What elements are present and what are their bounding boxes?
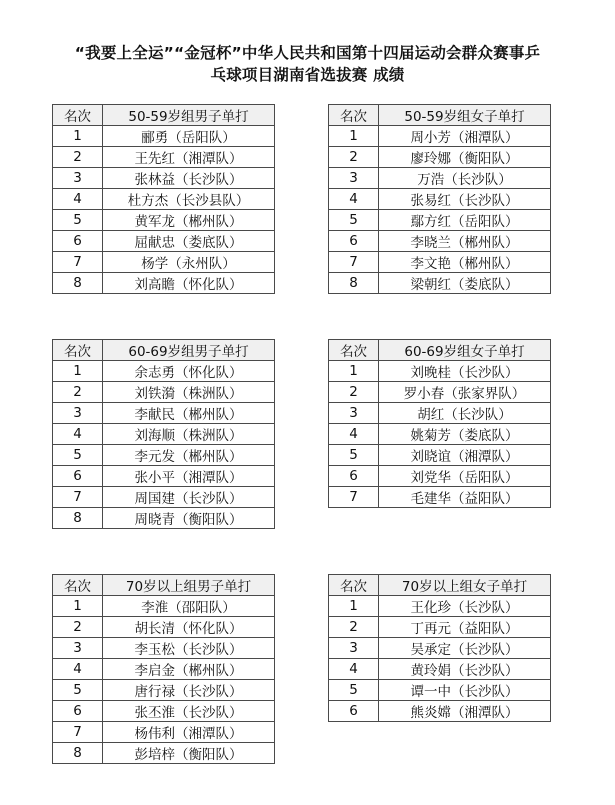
rank-column-header: 名次 <box>53 105 103 126</box>
rank-column-header: 名次 <box>329 575 379 596</box>
rank-cell: 1 <box>53 596 103 617</box>
rank-cell: 7 <box>53 722 103 743</box>
rank-cell: 6 <box>53 231 103 252</box>
table-row <box>53 210 275 231</box>
table-row <box>329 445 551 466</box>
table-row <box>329 596 551 617</box>
player-cell: 王化珍（长沙队） <box>379 596 551 617</box>
event-column-header: 60-69岁组男子单打 <box>103 340 275 361</box>
table-row <box>53 424 275 445</box>
player-cell: 唐行禄（长沙队） <box>103 680 275 701</box>
rank-column-header: 名次 <box>329 340 379 361</box>
table-row <box>53 126 275 147</box>
rank-cell: 2 <box>329 382 379 403</box>
table-row <box>53 231 275 252</box>
table-row <box>329 680 551 701</box>
rank-column-header: 名次 <box>53 340 103 361</box>
rank-cell: 7 <box>329 487 379 508</box>
rank-cell: 4 <box>53 424 103 445</box>
table-row <box>329 361 551 382</box>
table-row <box>53 701 275 722</box>
table-header-row <box>329 575 551 596</box>
player-cell: 彭培梓（衡阳队） <box>103 743 275 764</box>
table-row <box>329 638 551 659</box>
table-row <box>329 701 551 722</box>
table-header-row <box>329 105 551 126</box>
results-table-women-70-plus <box>328 574 551 722</box>
results-table-women-50-59 <box>328 104 551 294</box>
table-row <box>53 445 275 466</box>
player-cell: 李文艳（郴州队） <box>379 252 551 273</box>
rank-cell: 6 <box>329 231 379 252</box>
rank-cell: 1 <box>53 361 103 382</box>
rank-cell: 8 <box>329 273 379 294</box>
table-header-row <box>53 340 275 361</box>
rank-cell: 2 <box>329 147 379 168</box>
rank-cell: 1 <box>53 126 103 147</box>
table-row <box>329 424 551 445</box>
rank-cell: 4 <box>329 424 379 445</box>
player-cell: 刘海顺（株洲队） <box>103 424 275 445</box>
table-row <box>329 189 551 210</box>
player-cell: 黄军龙（郴州队） <box>103 210 275 231</box>
player-cell: 丁再元（益阳队） <box>379 617 551 638</box>
player-cell: 姚菊芳（娄底队） <box>379 424 551 445</box>
table-row <box>53 361 275 382</box>
table-row <box>53 680 275 701</box>
table-row <box>329 168 551 189</box>
player-cell: 余志勇（怀化队） <box>103 361 275 382</box>
table-row <box>53 147 275 168</box>
document-title-line-2: 乓球项目湖南省选拔赛 成绩 <box>210 66 405 84</box>
rank-cell: 4 <box>329 659 379 680</box>
player-cell: 李玉松（长沙队） <box>103 638 275 659</box>
rank-cell: 5 <box>329 210 379 231</box>
event-column-header: 60-69岁组女子单打 <box>379 340 551 361</box>
rank-cell: 4 <box>329 189 379 210</box>
rank-cell: 5 <box>53 445 103 466</box>
player-cell: 胡红（长沙队） <box>379 403 551 424</box>
rank-cell: 6 <box>53 466 103 487</box>
rank-cell: 8 <box>53 508 103 529</box>
rank-cell: 4 <box>53 189 103 210</box>
player-cell: 张易红（长沙队） <box>379 189 551 210</box>
player-cell: 毛建华（益阳队） <box>379 487 551 508</box>
table-row <box>329 659 551 680</box>
table-row <box>329 487 551 508</box>
document-title-line-1: “我要上全运”“金冠杯”中华人民共和国第十四届运动会群众赛事乒 <box>74 44 541 62</box>
table-row <box>53 508 275 529</box>
rank-column-header: 名次 <box>53 575 103 596</box>
table-row <box>329 466 551 487</box>
rank-cell: 7 <box>53 252 103 273</box>
rank-cell: 5 <box>53 210 103 231</box>
rank-cell: 6 <box>53 701 103 722</box>
rank-cell: 1 <box>329 126 379 147</box>
table-row <box>329 403 551 424</box>
rank-cell: 3 <box>53 638 103 659</box>
rank-cell: 3 <box>329 638 379 659</box>
results-table-men-70-plus <box>52 574 275 764</box>
rank-cell: 8 <box>53 273 103 294</box>
player-cell: 周国建（长沙队） <box>103 487 275 508</box>
rank-cell: 4 <box>53 659 103 680</box>
player-cell: 李献民（郴州队） <box>103 403 275 424</box>
table-row <box>53 466 275 487</box>
player-cell: 刘晚桂（长沙队） <box>379 361 551 382</box>
rank-cell: 3 <box>329 168 379 189</box>
table-row <box>329 273 551 294</box>
table-row <box>53 273 275 294</box>
table-row <box>53 252 275 273</box>
rank-cell: 5 <box>329 680 379 701</box>
event-column-header: 70岁以上组男子单打 <box>103 575 275 596</box>
rank-cell: 7 <box>53 487 103 508</box>
player-cell: 王先红（湘潭队） <box>103 147 275 168</box>
player-cell: 廖玲娜（衡阳队） <box>379 147 551 168</box>
table-row <box>53 638 275 659</box>
player-cell: 李淮（邵阳队） <box>103 596 275 617</box>
rank-cell: 1 <box>329 596 379 617</box>
player-cell: 刘铁漪（株洲队） <box>103 382 275 403</box>
player-cell: 李晓兰（郴州队） <box>379 231 551 252</box>
rank-cell: 7 <box>329 252 379 273</box>
table-row <box>329 126 551 147</box>
table-row <box>329 147 551 168</box>
results-table-women-60-69 <box>328 339 551 508</box>
table-row <box>329 252 551 273</box>
player-cell: 刘高瞻（怀化队） <box>103 273 275 294</box>
rank-cell: 3 <box>53 403 103 424</box>
player-cell: 吴承定（长沙队） <box>379 638 551 659</box>
rank-cell: 1 <box>329 361 379 382</box>
table-row <box>329 231 551 252</box>
event-column-header: 50-59岁组男子单打 <box>103 105 275 126</box>
table-row <box>329 617 551 638</box>
player-cell: 鄢方红（岳阳队） <box>379 210 551 231</box>
table-row <box>53 743 275 764</box>
player-cell: 张小平（湘潭队） <box>103 466 275 487</box>
table-row <box>53 722 275 743</box>
rank-cell: 8 <box>53 743 103 764</box>
player-cell: 李元发（郴州队） <box>103 445 275 466</box>
player-cell: 胡长清（怀化队） <box>103 617 275 638</box>
table-header-row <box>329 340 551 361</box>
player-cell: 梁朝红（娄底队） <box>379 273 551 294</box>
player-cell: 屈献忠（娄底队） <box>103 231 275 252</box>
table-header-row <box>53 105 275 126</box>
player-cell: 张丕淮（长沙队） <box>103 701 275 722</box>
table-row <box>53 382 275 403</box>
rank-cell: 6 <box>329 466 379 487</box>
rank-column-header: 名次 <box>329 105 379 126</box>
player-cell: 罗小春（张家界队） <box>379 382 551 403</box>
rank-cell: 2 <box>53 147 103 168</box>
player-cell: 谭一中（长沙队） <box>379 680 551 701</box>
rank-cell: 2 <box>53 382 103 403</box>
rank-cell: 6 <box>329 701 379 722</box>
player-cell: 杨学（永州队） <box>103 252 275 273</box>
player-cell: 杜方杰（长沙县队） <box>103 189 275 210</box>
player-cell: 周晓青（衡阳队） <box>103 508 275 529</box>
player-cell: 刘晓谊（湘潭队） <box>379 445 551 466</box>
player-cell: 万浩（长沙队） <box>379 168 551 189</box>
rank-cell: 5 <box>329 445 379 466</box>
table-header-row <box>53 575 275 596</box>
results-table-men-50-59 <box>52 104 275 294</box>
rank-cell: 5 <box>53 680 103 701</box>
player-cell: 刘党华（岳阳队） <box>379 466 551 487</box>
table-row <box>53 659 275 680</box>
table-row <box>53 596 275 617</box>
player-cell: 周小芳（湘潭队） <box>379 126 551 147</box>
rank-cell: 2 <box>329 617 379 638</box>
player-cell: 黄玲娟（长沙队） <box>379 659 551 680</box>
table-row <box>53 487 275 508</box>
table-row <box>329 382 551 403</box>
results-table-men-60-69 <box>52 339 275 529</box>
table-row <box>53 168 275 189</box>
player-cell: 李启金（郴州队） <box>103 659 275 680</box>
table-row <box>329 210 551 231</box>
event-column-header: 70岁以上组女子单打 <box>379 575 551 596</box>
player-cell: 熊炎嫦（湘潭队） <box>379 701 551 722</box>
table-row <box>53 403 275 424</box>
player-cell: 杨伟利（湘潭队） <box>103 722 275 743</box>
table-row <box>53 617 275 638</box>
player-cell: 张林益（长沙队） <box>103 168 275 189</box>
player-cell: 郦勇（岳阳队） <box>103 126 275 147</box>
rank-cell: 3 <box>53 168 103 189</box>
rank-cell: 2 <box>53 617 103 638</box>
table-row <box>53 189 275 210</box>
event-column-header: 50-59岁组女子单打 <box>379 105 551 126</box>
rank-cell: 3 <box>329 403 379 424</box>
